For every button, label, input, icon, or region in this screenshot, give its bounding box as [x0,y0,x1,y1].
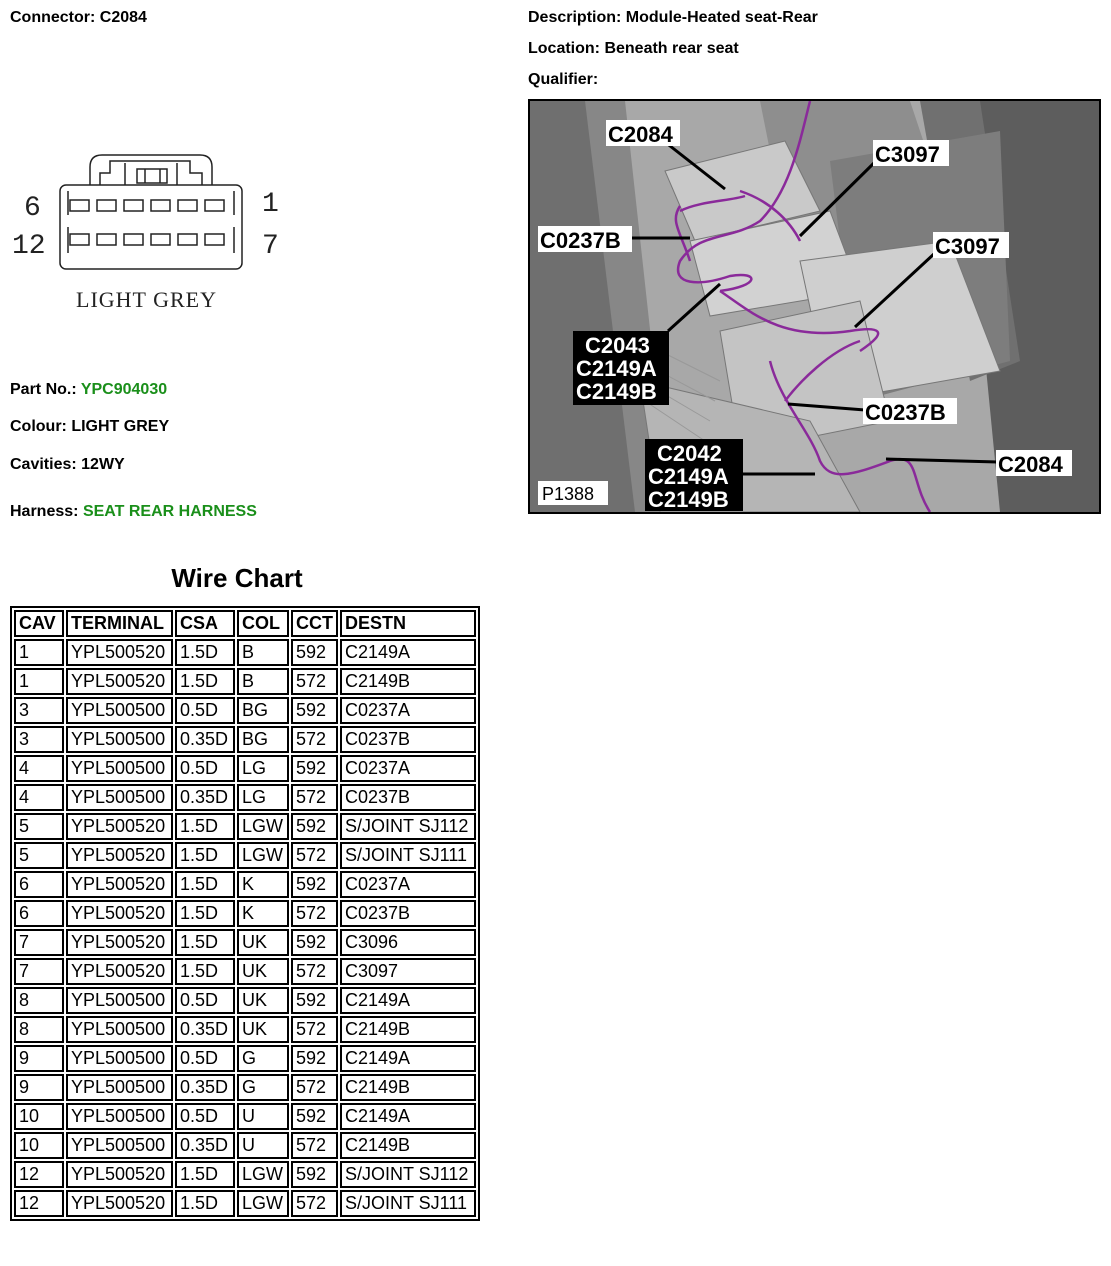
cell-cct: 572 [291,1074,338,1101]
cell-csa: 1.5D [175,1190,235,1217]
cell-csa: 1.5D [175,900,235,927]
cell-csa: 1.5D [175,929,235,956]
table-row [14,871,476,898]
cell-cct: 592 [291,871,338,898]
cell-col: B [237,639,289,666]
pin-label-6: 6 [24,193,41,224]
cell-cct: 572 [291,1132,338,1159]
cell-col: BG [237,726,289,753]
description-info [528,9,818,27]
cell-destn: C2149A [340,987,476,1014]
cell-destn: S/JOINT SJ112 [340,813,476,840]
table-row [14,813,476,840]
cell-cct: 592 [291,813,338,840]
cell-cav: 7 [14,958,64,985]
table-row [14,987,476,1014]
callout-group2-c2149b: C2149B [648,487,729,512]
cell-cct: 572 [291,1190,338,1217]
connector-info [10,9,147,27]
cell-cct: 572 [291,842,338,869]
cell-cct: 592 [291,755,338,782]
cell-cav: 1 [14,668,64,695]
table-row [14,1045,476,1072]
cell-cct: 572 [291,784,338,811]
cell-col: B [237,668,289,695]
cell-csa: 0.35D [175,1074,235,1101]
table-row [14,1016,476,1043]
cell-terminal: YPL500500 [66,755,173,782]
cell-csa: 1.5D [175,668,235,695]
cavities-info [10,456,125,474]
cell-csa: 1.5D [175,639,235,666]
cell-col: K [237,871,289,898]
cell-terminal: YPL500500 [66,1016,173,1043]
cell-col: LGW [237,1190,289,1217]
cell-csa: 0.5D [175,1045,235,1072]
colour-label: Colour: [10,418,67,435]
cell-destn: S/JOINT SJ111 [340,842,476,869]
cell-csa: 1.5D [175,813,235,840]
cell-destn: C0237B [340,726,476,753]
callout-c3097-mid: C3097 [935,234,1000,259]
cell-terminal: YPL500520 [66,842,173,869]
callout-c2084-top: C2084 [608,122,673,147]
header-cct: CCT [291,610,338,637]
table-row [14,639,476,666]
cell-terminal: YPL500500 [66,726,173,753]
cell-cct: 592 [291,1045,338,1072]
cell-col: LG [237,755,289,782]
cell-destn: S/JOINT SJ111 [340,1190,476,1217]
table-row [14,1103,476,1130]
cell-cav: 12 [14,1190,64,1217]
cell-cct: 572 [291,726,338,753]
description-label: Description: [528,9,622,26]
header-csa: CSA [175,610,235,637]
cell-terminal: YPL500520 [66,813,173,840]
cell-destn: C2149A [340,1045,476,1072]
cell-terminal: YPL500520 [66,668,173,695]
location-label: Location: [528,40,600,57]
cell-csa: 0.5D [175,697,235,724]
connector-face-diagram [10,145,290,320]
harness-link[interactable]: SEAT REAR HARNESS [82,503,257,520]
cell-terminal: YPL500520 [66,1190,173,1217]
cell-cct: 572 [291,668,338,695]
cell-terminal: YPL500520 [66,958,173,985]
cell-cav: 9 [14,1074,64,1101]
wire-chart-title: Wire Chart [171,563,303,593]
cell-col: G [237,1074,289,1101]
colour-value: LIGHT GREY [71,418,170,435]
table-row [14,1161,476,1188]
qualifier-label: Qualifier: [528,71,599,88]
cell-col: K [237,900,289,927]
cell-cav: 5 [14,813,64,840]
cell-destn: C0237A [340,755,476,782]
cell-terminal: YPL500520 [66,871,173,898]
callout-group1-c2149a: C2149A [576,356,657,381]
table-row [14,900,476,927]
header-terminal: TERMINAL [66,610,173,637]
table-row [14,726,476,753]
cell-destn: C2149B [340,1074,476,1101]
cell-cct: 592 [291,987,338,1014]
photo-code: P1388 [542,484,595,504]
cell-terminal: YPL500500 [66,1045,173,1072]
cell-destn: C0237A [340,871,476,898]
cell-destn: C3097 [340,958,476,985]
callout-c0237b-left: C0237B [540,228,621,253]
cell-cct: 592 [291,1161,338,1188]
cell-terminal: YPL500500 [66,1132,173,1159]
cell-col: LGW [237,842,289,869]
callout-c3097-top: C3097 [875,142,940,167]
harness-info [10,503,257,521]
pin-label-1: 1 [262,189,279,220]
cell-csa: 1.5D [175,871,235,898]
part-number-info [10,381,167,399]
wire-chart-body [14,639,476,1217]
cell-terminal: YPL500500 [66,784,173,811]
location-info [528,40,739,58]
connector-value: C2084 [99,9,147,26]
cell-cav: 6 [14,900,64,927]
cell-cav: 3 [14,697,64,724]
cell-cav: 10 [14,1103,64,1130]
cell-csa: 0.35D [175,1132,235,1159]
table-row [14,697,476,724]
table-row [14,1132,476,1159]
cell-cav: 1 [14,639,64,666]
cell-destn: C2149A [340,639,476,666]
table-row [14,958,476,985]
cell-terminal: YPL500500 [66,697,173,724]
cell-cct: 592 [291,639,338,666]
cell-cct: 592 [291,929,338,956]
cell-col: UK [237,1016,289,1043]
cell-cct: 572 [291,1016,338,1043]
cell-destn: C2149B [340,668,476,695]
callout-c2043: C2043 [585,333,650,358]
cell-terminal: YPL500520 [66,1161,173,1188]
callout-c2084-right: C2084 [998,452,1063,477]
table-row [14,1190,476,1217]
pin-label-7: 7 [262,231,279,262]
table-row [14,784,476,811]
cell-csa: 1.5D [175,958,235,985]
table-row [14,755,476,782]
cell-col: UK [237,987,289,1014]
table-row [14,842,476,869]
cell-col: BG [237,697,289,724]
cell-col: LG [237,784,289,811]
cell-col: G [237,1045,289,1072]
cell-destn: C0237B [340,900,476,927]
cell-cav: 4 [14,784,64,811]
cell-cct: 572 [291,958,338,985]
cell-csa: 0.5D [175,755,235,782]
pin-label-12: 12 [12,231,46,262]
cell-cct: 572 [291,900,338,927]
cell-cav: 5 [14,842,64,869]
header-destn: DESTN [340,610,476,637]
cell-col: UK [237,958,289,985]
harness-label: Harness: [10,503,79,520]
table-row [14,929,476,956]
cell-col: LGW [237,813,289,840]
cell-cav: 7 [14,929,64,956]
cell-csa: 0.35D [175,1016,235,1043]
cell-destn: S/JOINT SJ112 [340,1161,476,1188]
header-cav: CAV [14,610,64,637]
location-photo-drawing [530,101,1099,512]
cell-col: UK [237,929,289,956]
cell-cav: 6 [14,871,64,898]
colour-info [10,418,169,436]
cell-csa: 0.5D [175,1103,235,1130]
cell-col: U [237,1132,289,1159]
cell-destn: C2149A [340,1103,476,1130]
location-photo [528,99,1101,514]
cell-destn: C0237A [340,697,476,724]
wire-chart-header-row [14,610,476,637]
cell-col: U [237,1103,289,1130]
wire-chart-table [10,606,480,1221]
cell-terminal: YPL500500 [66,1103,173,1130]
part-number-link[interactable]: YPC904030 [80,381,168,398]
location-value: Beneath rear seat [604,40,739,57]
cell-cav: 12 [14,1161,64,1188]
cell-destn: C0237B [340,784,476,811]
cell-cav: 3 [14,726,64,753]
cell-destn: C2149B [340,1132,476,1159]
qualifier-info [528,71,598,89]
cell-cav: 8 [14,1016,64,1043]
cell-csa: 0.5D [175,987,235,1014]
connector-label: Connector: [10,9,96,26]
cell-cav: 10 [14,1132,64,1159]
cavities-value: 12WY [81,456,125,473]
callout-c2042: C2042 [657,441,722,466]
diagram-colour-caption: LIGHT GREY [76,287,217,312]
cell-terminal: YPL500520 [66,929,173,956]
cell-csa: 1.5D [175,1161,235,1188]
cell-cav: 8 [14,987,64,1014]
callout-group1-c2149b: C2149B [576,379,657,404]
cell-cct: 592 [291,697,338,724]
cell-col: LGW [237,1161,289,1188]
cell-csa: 1.5D [175,842,235,869]
cell-terminal: YPL500520 [66,900,173,927]
cell-cct: 592 [291,1103,338,1130]
cavities-label: Cavities: [10,456,77,473]
callout-c0237b-right: C0237B [865,400,946,425]
part-number-label: Part No.: [10,381,77,398]
cell-cav: 4 [14,755,64,782]
cell-terminal: YPL500520 [66,639,173,666]
callout-group2-c2149a: C2149A [648,464,729,489]
cell-destn: C3096 [340,929,476,956]
cell-cav: 9 [14,1045,64,1072]
table-row [14,1074,476,1101]
header-col: COL [237,610,289,637]
cell-destn: C2149B [340,1016,476,1043]
cell-csa: 0.35D [175,784,235,811]
cell-terminal: YPL500500 [66,1074,173,1101]
cell-csa: 0.35D [175,726,235,753]
table-row [14,668,476,695]
cell-terminal: YPL500500 [66,987,173,1014]
description-value: Module-Heated seat-Rear [625,9,818,26]
